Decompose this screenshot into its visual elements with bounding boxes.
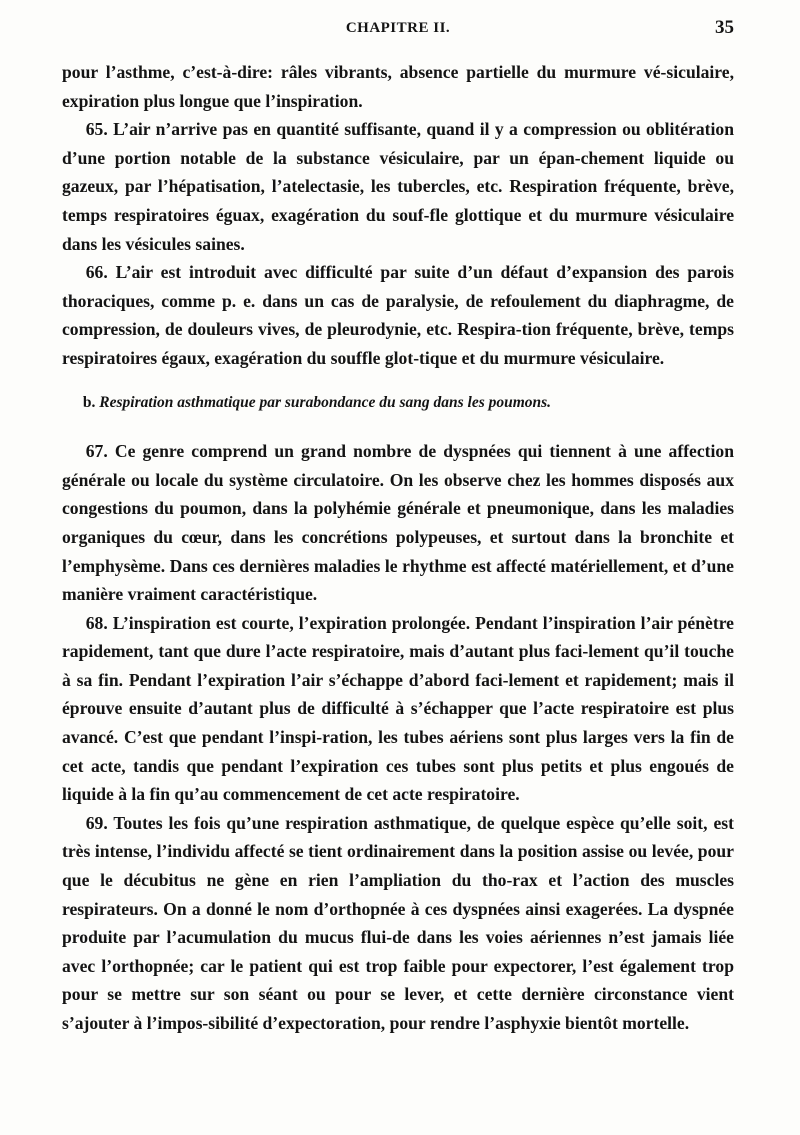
- running-header: [62, 17, 734, 44]
- page-number: 35: [715, 17, 734, 38]
- paragraph-continuation: pour l’asthme, c’est-à-dire: râles vibrants, absence partielle du murmure vé-siculaire, expiration plus longue que l’inspiration.: [62, 62, 734, 111]
- paragraph-66: 66. L’air est introduit avec difficulté par suite d’un défaut d’expansion des parois thoraciques, comme p. e. dans un cas de paralysie, de refoulement du diaphragme, de compression, de douleurs vives, de pleurodynie, etc. Respira-tion fréquente, brève, temps respiratoires égaux, exagération du souffle glot-tique et du murmure vésiculaire.: [62, 262, 734, 368]
- section-heading-b: [62, 389, 734, 418]
- paragraph-69: 69. Toutes les fois qu’une respiration asthmatique, de quelque espèce qu’elle soit, est très intense, l’individu affecté se tient ordinairement dans la position assise ou levée, pour que le décubitus ne gène en rien l’ampliation du tho-rax et l’action des muscles respirateurs. On a donné le nom d’orthopnée à ces dyspnées ainsi exagerées. La dyspnée produite par l’acumulation du mucus flui-de dans les voies aériennes n’est jamais liée avec l’orthopnée; car le patient qui est trop faible pour expectorer, l’est également trop pour se mettre sur son séant ou pour se lever, et cette dernière circonstance vient s’ajouter à l’impos-sibilité d’expectoration, pour rendre l’asphyxie bientôt mortelle.: [62, 812, 734, 1033]
- paragraph-67: 67. Ce genre comprend un grand nombre de dyspnées qui tiennent à une affection générale ou locale du système circulatoire. On les observe chez les hommes disposés aux congestions du poumon, dans la polyhémie générale et pneumonique, dans les maladies organiques du cœur, dans les concrétions polypeuses, et surtout dans la bronchite et l’emphysème. Dans ces dernières maladies le rhythme est affecté matériellement, et d’une manière vraiment caractéristique.: [62, 441, 734, 605]
- section-letter: b.: [82, 393, 96, 411]
- chapter-heading: CHAPITRE II.: [345, 20, 451, 36]
- paragraph-68: 68. L’inspiration est courte, l’expiration prolongée. Pendant l’inspiration l’air pénètre rapidement, tant que dure l’acte respiratoire, mais d’autant plus faci-lement qu’il touche à sa fin. Pendant l’expiration l’air s’échappe d’abord faci-lement et rapidement; mais il éprouve ensuite d’autant plus de difficulté à s’échapper que l’acte respiratoire est plus avancé. C’est que pendant l’inspi-ration, les tubes aériens sont plus larges vers la fin de cet acte, tandis que pendant l’expiration ces tubes sont plus petits et plus engoués de liquide à la fin qu’au commencement de cet acte respiratoire.: [62, 612, 734, 805]
- body-text: [62, 58, 734, 1038]
- paragraph-65: 65. L’air n’arrive pas en quantité suffisante, quand il y a compression ou oblitération d’une portion notable de la substance vésiculaire, par un épan-chement liquide ou gazeux, par l’hépatisation, l’atelectasie, les tubercles, etc. Respiration fréquente, brève, temps respiratoires éguax, exagération du souf-fle glottique et du murmure vésiculaire dans les vésicules saines.: [62, 119, 734, 254]
- section-title: Respiration asthmatique par surabondance du sang dans les poumons.: [99, 393, 552, 411]
